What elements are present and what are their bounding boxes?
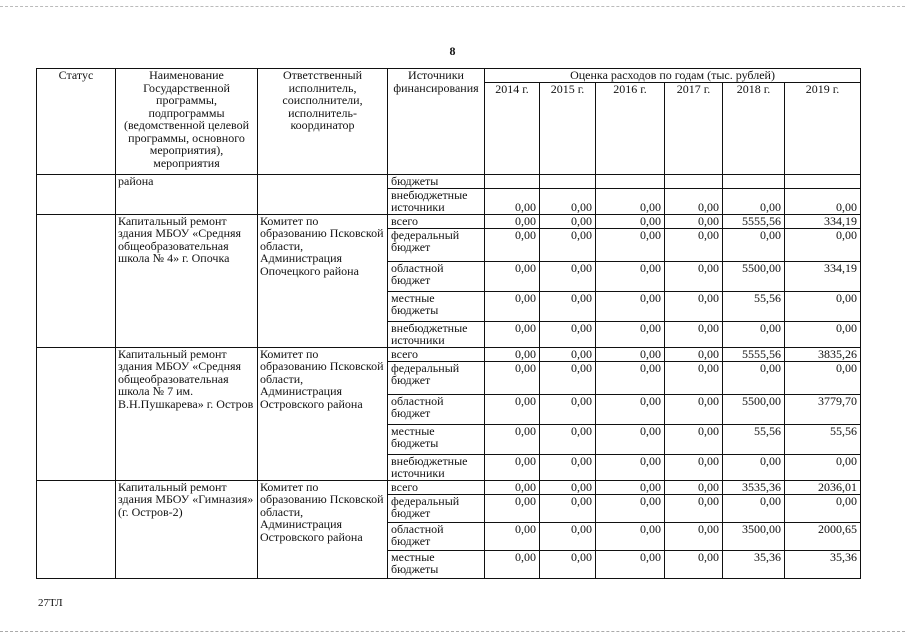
header-responsible: Ответственный исполнитель, соисполнители, исполнитель-координатор: [258, 69, 388, 175]
header-sources: Источники финансирования: [388, 69, 485, 175]
value-cell: 0,00: [665, 394, 723, 424]
value-cell: 5555,56: [723, 214, 785, 228]
header-year: 2017 г.: [665, 83, 723, 175]
table-row: [37, 347, 861, 361]
responsible-executor: Комитет по образованию Псковской области, Администрация Островского района: [258, 480, 388, 578]
value-cell: 0,00: [665, 550, 723, 578]
value-cell: 0,00: [665, 347, 723, 361]
source-cell: внебюджетные источники: [388, 321, 485, 347]
value-cell: 0,00: [723, 361, 785, 394]
table-row: [37, 214, 861, 228]
header-year: 2016 г.: [596, 83, 665, 175]
value-cell: 0,00: [665, 480, 723, 494]
value-cell: 0,00: [665, 424, 723, 454]
value-cell: 0,00: [723, 188, 785, 214]
header-status: Статус: [37, 69, 116, 175]
scan-bottom-edge: [0, 631, 905, 632]
value-cell: 0,00: [540, 550, 596, 578]
value-cell: 0,00: [596, 291, 665, 321]
value-cell: 0,00: [785, 291, 861, 321]
value-cell: 0,00: [596, 394, 665, 424]
status-cell: [37, 347, 116, 480]
value-cell: [540, 175, 596, 189]
value-cell: 0,00: [540, 494, 596, 522]
value-cell: 55,56: [723, 291, 785, 321]
value-cell: 3500,00: [723, 522, 785, 550]
value-cell: 0,00: [540, 214, 596, 228]
value-cell: 0,00: [540, 321, 596, 347]
page-number: 8: [449, 44, 456, 58]
source-cell: федеральный бюджет: [388, 494, 485, 522]
table-row: [37, 480, 861, 494]
source-cell: местные бюджеты: [388, 424, 485, 454]
value-cell: 35,36: [723, 550, 785, 578]
table-row: [37, 175, 861, 189]
value-cell: 0,00: [596, 454, 665, 480]
source-cell: всего: [388, 347, 485, 361]
value-cell: 0,00: [665, 188, 723, 214]
value-cell: [723, 175, 785, 189]
value-cell: 0,00: [485, 480, 540, 494]
value-cell: 0,00: [785, 228, 861, 261]
value-cell: 0,00: [485, 321, 540, 347]
value-cell: 5500,00: [723, 394, 785, 424]
header-year: 2019 г.: [785, 83, 861, 175]
value-cell: 0,00: [723, 494, 785, 522]
value-cell: 0,00: [540, 347, 596, 361]
value-cell: 0,00: [540, 228, 596, 261]
carry-responsible-cell: [258, 175, 388, 215]
value-cell: 0,00: [485, 347, 540, 361]
value-cell: 0,00: [485, 550, 540, 578]
value-cell: 0,00: [596, 494, 665, 522]
value-cell: 0,00: [540, 480, 596, 494]
value-cell: 0,00: [485, 522, 540, 550]
value-cell: 334,19: [785, 261, 861, 291]
value-cell: 0,00: [540, 188, 596, 214]
value-cell: 0,00: [540, 291, 596, 321]
header-year: 2015 г.: [540, 83, 596, 175]
value-cell: 0,00: [665, 454, 723, 480]
value-cell: 0,00: [485, 394, 540, 424]
value-cell: 0,00: [596, 214, 665, 228]
value-cell: 55,56: [785, 424, 861, 454]
value-cell: 3779,70: [785, 394, 861, 424]
source-cell: областной бюджет: [388, 522, 485, 550]
value-cell: 0,00: [540, 361, 596, 394]
value-cell: 0,00: [665, 321, 723, 347]
source-cell: внебюджетные источники: [388, 454, 485, 480]
source-cell: областной бюджет: [388, 261, 485, 291]
status-cell: [37, 480, 116, 578]
value-cell: 0,00: [665, 261, 723, 291]
value-cell: 0,00: [665, 214, 723, 228]
scan-top-edge: [0, 6, 905, 7]
program-name: Капитальный ремонт здания МБОУ «Средняя общеобразовательная школа № 4» г. Опочка: [116, 214, 258, 347]
value-cell: 0,00: [596, 424, 665, 454]
value-cell: 334,19: [785, 214, 861, 228]
value-cell: 0,00: [723, 321, 785, 347]
source-cell: местные бюджеты: [388, 291, 485, 321]
value-cell: 0,00: [596, 522, 665, 550]
carry-name: района: [116, 175, 258, 215]
header-estimate: Оценка расходов по годам (тыс. рублей): [485, 69, 861, 83]
value-cell: 0,00: [485, 494, 540, 522]
status-cell: [37, 214, 116, 347]
source-cell: бюджеты: [388, 175, 485, 189]
value-cell: 0,00: [785, 188, 861, 214]
header-year: 2018 г.: [723, 83, 785, 175]
value-cell: 0,00: [665, 291, 723, 321]
value-cell: 0,00: [665, 361, 723, 394]
footer-code: 27ТЛ: [38, 597, 63, 609]
value-cell: 5500,00: [723, 261, 785, 291]
value-cell: [665, 175, 723, 189]
value-cell: 0,00: [485, 261, 540, 291]
value-cell: 0,00: [596, 188, 665, 214]
value-cell: 0,00: [485, 454, 540, 480]
program-name: Капитальный ремонт здания МБОУ «Гимназия» (г. Остров-2): [116, 480, 258, 578]
header-year: 2014 г.: [485, 83, 540, 175]
value-cell: 3535,36: [723, 480, 785, 494]
value-cell: 0,00: [485, 361, 540, 394]
value-cell: 0,00: [596, 361, 665, 394]
value-cell: [785, 175, 861, 189]
value-cell: 35,36: [785, 550, 861, 578]
source-cell: всего: [388, 214, 485, 228]
value-cell: 0,00: [596, 321, 665, 347]
source-cell: всего: [388, 480, 485, 494]
value-cell: 0,00: [485, 424, 540, 454]
value-cell: 0,00: [596, 550, 665, 578]
value-cell: 0,00: [485, 228, 540, 261]
value-cell: 0,00: [785, 494, 861, 522]
value-cell: 0,00: [485, 291, 540, 321]
value-cell: 0,00: [540, 261, 596, 291]
carry-status-cell: [37, 175, 116, 215]
value-cell: 0,00: [785, 361, 861, 394]
value-cell: [485, 175, 540, 189]
source-cell: областной бюджет: [388, 394, 485, 424]
value-cell: [596, 175, 665, 189]
responsible-executor: Комитет по образованию Псковской области, Администрация Опочецкого района: [258, 214, 388, 347]
value-cell: 5555,56: [723, 347, 785, 361]
value-cell: 2036,01: [785, 480, 861, 494]
value-cell: 0,00: [665, 522, 723, 550]
source-cell: местные бюджеты: [388, 550, 485, 578]
source-cell: федеральный бюджет: [388, 228, 485, 261]
source-cell: федеральный бюджет: [388, 361, 485, 394]
expenditure-table: [36, 68, 861, 579]
responsible-executor: Комитет по образованию Псковской области, Администрация Островского района: [258, 347, 388, 480]
program-name: Капитальный ремонт здания МБОУ «Средняя общеобразовательная школа № 7 им. В.Н.Пушкарева» г. Остров: [116, 347, 258, 480]
value-cell: 0,00: [596, 347, 665, 361]
value-cell: 0,00: [665, 494, 723, 522]
value-cell: 0,00: [723, 454, 785, 480]
value-cell: 0,00: [540, 522, 596, 550]
value-cell: 3835,26: [785, 347, 861, 361]
value-cell: 0,00: [540, 424, 596, 454]
value-cell: 0,00: [723, 228, 785, 261]
value-cell: 0,00: [596, 228, 665, 261]
value-cell: 0,00: [485, 188, 540, 214]
source-cell: внебюджетные источники: [388, 188, 485, 214]
value-cell: 0,00: [596, 261, 665, 291]
value-cell: 2000,65: [785, 522, 861, 550]
value-cell: 0,00: [540, 394, 596, 424]
header-name: Наименование Государственной программы, подпрограммы (ведомственной целевой программы, основного мероприятия), мероприятия: [116, 69, 258, 175]
value-cell: 0,00: [785, 321, 861, 347]
value-cell: 0,00: [785, 454, 861, 480]
value-cell: 0,00: [540, 454, 596, 480]
value-cell: 0,00: [485, 214, 540, 228]
value-cell: 0,00: [665, 228, 723, 261]
value-cell: 55,56: [723, 424, 785, 454]
value-cell: 0,00: [596, 480, 665, 494]
